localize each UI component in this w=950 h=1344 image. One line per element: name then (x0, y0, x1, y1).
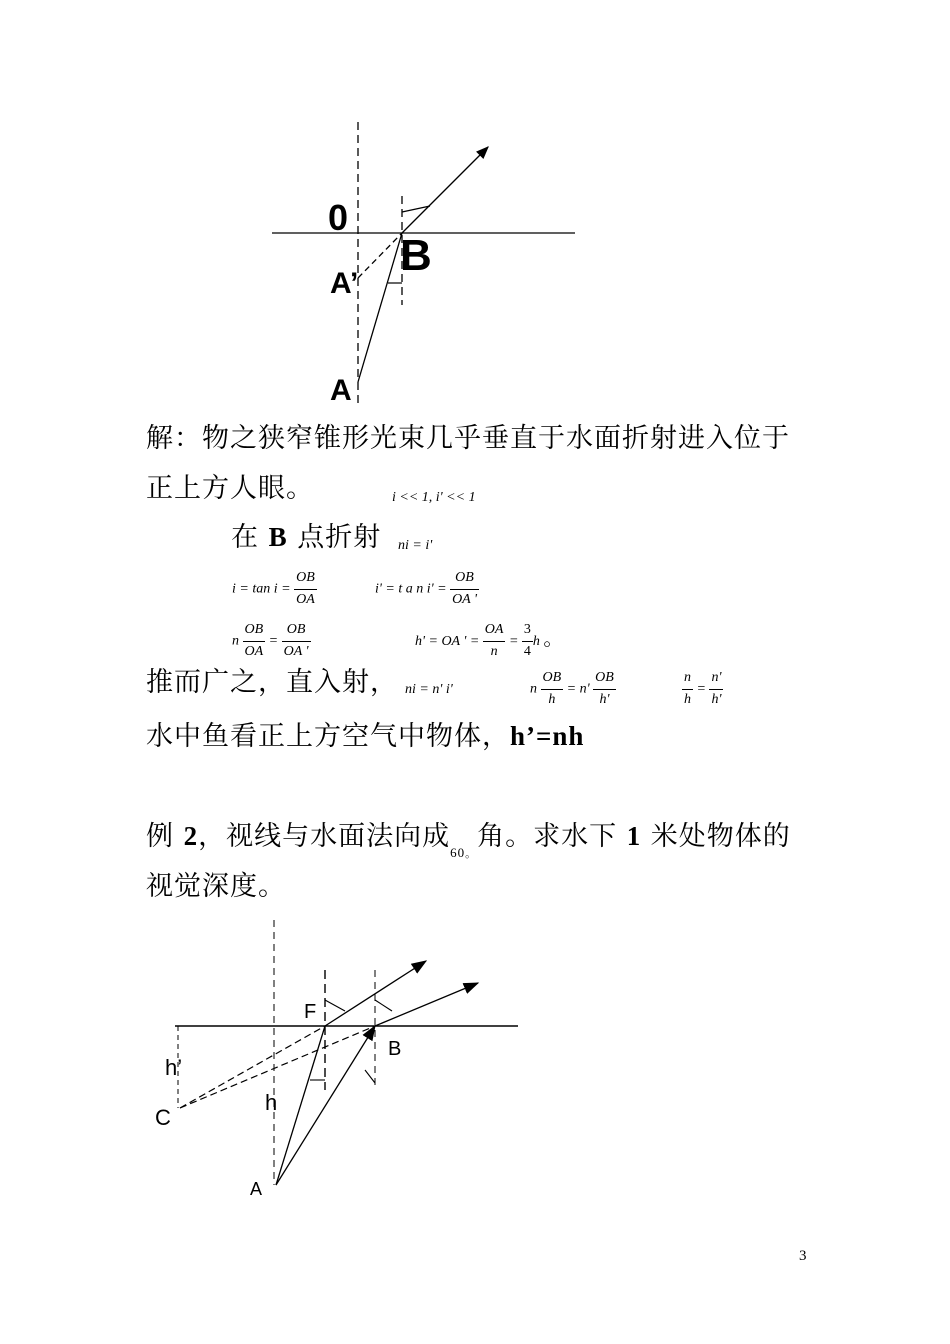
fish-bold: h’=nh (510, 721, 585, 751)
eq-equals-3: = (566, 681, 577, 697)
eq-i-lhs: i = tan i = (232, 581, 291, 597)
generalize-text: 推而广之，直入射， (146, 667, 398, 698)
eq-h-end: h (532, 634, 540, 649)
page-number: 3 (799, 1248, 807, 1264)
circle-end: 。 (543, 628, 564, 650)
frac-n-ob-oa-den: OA (244, 643, 264, 659)
para1-line2: 正上方人眼。 (146, 473, 314, 504)
ex2-mid: ，视线与水面法向成 (198, 821, 451, 852)
frac-ob-hp-num: OB (593, 670, 616, 690)
angle-mark-b-bottom (365, 1070, 375, 1083)
fish-prefix: 水中鱼看正上方空气中物体， (146, 721, 510, 752)
label-o: 0 (328, 197, 349, 238)
eq-hp: h' = OA ' = (415, 634, 480, 649)
ex2-angle: 60 (450, 845, 466, 860)
frac-oa-n-num: OA (483, 622, 506, 642)
refracted-ray (402, 147, 488, 233)
refract-at-b (231, 515, 381, 554)
frac-oa-n (483, 622, 506, 661)
frac-np-hp (709, 670, 723, 709)
refract-b: B (268, 522, 288, 552)
frac-ob-oap (450, 570, 479, 609)
eq-n-h-ratio (682, 670, 723, 709)
ex2-one: 1 (626, 821, 642, 851)
label-a-2: A (250, 1179, 263, 1199)
frac-ob-oap-2-den: OA ' (283, 643, 309, 659)
fish-line (146, 714, 584, 753)
frac-3-4 (522, 622, 533, 661)
label-h: h (265, 1090, 278, 1115)
refract-suffix: 点折射 (287, 522, 382, 553)
para1-line1: 解：物之狭窄锥形光束几乎垂直于水面折射进入位于 (146, 423, 790, 454)
ray-a-b (276, 1026, 375, 1185)
eq-ni-equals-ip: ni = i' (398, 538, 433, 553)
frac-ob-hp (593, 670, 616, 709)
frac-3-4-den: 4 (523, 644, 531, 660)
eq-n: n (232, 633, 239, 649)
frac-ob-oap-2-num: OB (282, 622, 311, 642)
frac-np-hp-den: h' (711, 691, 722, 707)
frac-ob-oap-2 (282, 622, 311, 661)
eq-ip-tan (375, 570, 479, 609)
figure-2-refraction-diagram (0, 915, 950, 1215)
eq-equals-2: = (508, 634, 519, 649)
frac-n-ob-oa (243, 622, 266, 661)
label-b-2: B (388, 1038, 402, 1060)
ex2-num: 2 (183, 821, 199, 851)
example2-line2: 视觉深度。 (146, 871, 286, 902)
frac-n-ob-oa-num: OB (243, 622, 266, 642)
eq-nprime: n' (579, 681, 590, 697)
ex2-deg: 。 (465, 847, 478, 860)
eq-n-2: n (530, 681, 537, 697)
label-f: F (304, 1001, 317, 1023)
figure-1-refraction-diagram (0, 0, 950, 420)
eq-i-tan (232, 570, 317, 609)
label-a-prime: A’ (330, 267, 359, 300)
frac-oa-n-den: n (490, 644, 498, 660)
frac-ob-h (541, 670, 564, 709)
eq-n-ratio (232, 622, 311, 661)
example2-line1 (146, 814, 791, 861)
frac-np-hp-num: n' (709, 670, 723, 690)
eq-equals-4: = (696, 681, 706, 697)
frac-3-4-num: 3 (522, 622, 533, 642)
ray-b-out (375, 983, 478, 1026)
ex2-after: 角。求水下 (477, 821, 627, 852)
frac-ob-hp-den: h' (599, 691, 610, 707)
frac-ob-h-num: OB (541, 670, 564, 690)
label-h-prime: h’ (165, 1055, 183, 1080)
frac-ob-oa-den: OA (296, 591, 315, 607)
virtual-ray-c-b (180, 1026, 375, 1108)
ex2-end: 米处物体的 (641, 821, 791, 852)
frac-ob-oap-num: OB (450, 570, 479, 590)
eq-h-prime (415, 622, 563, 661)
angle-mark-f-top (325, 1000, 345, 1011)
label-b: B (400, 231, 432, 280)
eq-ni-nip: ni = n' i' (405, 682, 453, 697)
eq-equals-1: = (268, 633, 279, 649)
label-a: A (330, 374, 352, 407)
frac-ob-oap-den: OA ' (452, 591, 477, 607)
eq-n-ob-h (530, 670, 616, 709)
condition-small-angle: i << 1, i' << 1 (392, 490, 476, 505)
frac-ob-h-den: h (548, 691, 556, 707)
label-c: C (155, 1105, 171, 1130)
refract-prefix: 在 (231, 522, 269, 553)
frac-n-h-den: h (684, 691, 691, 707)
frac-n-h (682, 670, 693, 709)
ex2-prefix: 例 (146, 821, 184, 852)
eq-ip-lhs: i' = t a n i' = (375, 581, 447, 597)
frac-ob-oa (294, 570, 317, 609)
angle-mark-b-top (375, 1000, 392, 1011)
frac-n-h-num: n (682, 670, 693, 690)
frac-ob-oa-num: OB (294, 570, 317, 590)
